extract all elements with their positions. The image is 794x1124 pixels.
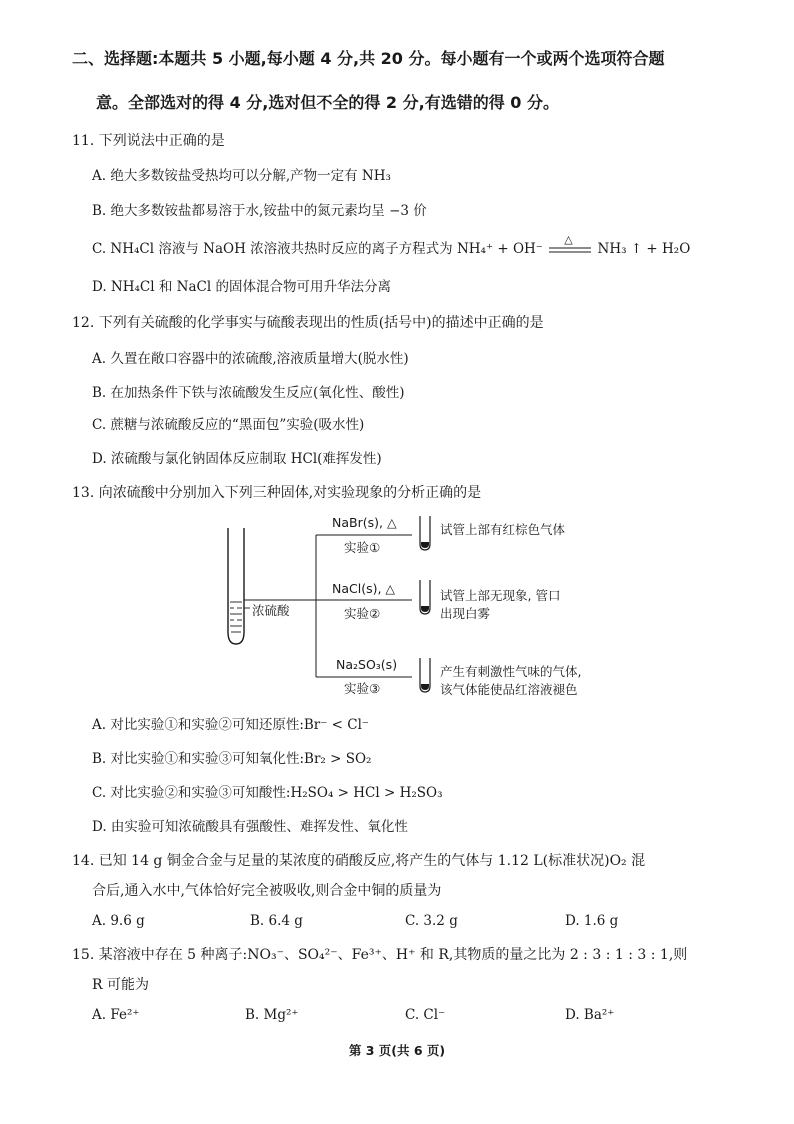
q11-option-c-reactants: C. NH₄Cl 溶液与 NaOH 浓溶液共热时反应的离子方程式为 NH₄⁺ + OH⁻ — [92, 241, 543, 257]
q11-heat-arrow — [547, 232, 593, 257]
q13-option-b: B. 对比实验①和实验③可知氧化性:Br₂ > SO₂ — [92, 751, 372, 767]
q11-option-c-products: NH₃ ↑ + H₂O — [597, 241, 691, 257]
exp1-reagent: NaBr(s), △ — [332, 515, 397, 530]
q14-option-c: C. 3.2 g — [405, 913, 458, 929]
q14-stem-line1: 14. 已知 14 g 铜金合金与足量的某浓度的硝酸反应,将产生的气体与 1.12 L(标准状况)O₂ 混 — [72, 853, 646, 869]
q11-option-d: D. NH₄Cl 和 NaCl 的固体混合物可用升华法分离 — [92, 279, 391, 295]
q13-option-c: C. 对比实验②和实验③可知酸性:H₂SO₄ > HCl > H₂SO₃ — [92, 785, 443, 801]
q13-stem: 13. 向浓硫酸中分别加入下列三种固体,对实验现象的分析正确的是 — [72, 485, 482, 501]
q13-option-a: A. 对比实验①和实验②可知还原性:Br⁻ < Cl⁻ — [92, 717, 370, 733]
tube-3-icon — [420, 658, 430, 692]
q11-option-c — [92, 232, 691, 258]
q11-option-b: B. 绝大多数铵盐都易溶于水,铵盐中的氮元素均呈 −3 价 — [92, 203, 427, 219]
exp1-name: 实验① — [344, 540, 381, 555]
q12-option-c: C. 蔗糖与浓硫酸反应的“黑面包”实验(吸水性) — [92, 417, 365, 433]
q14-option-a: A. 9.6 g — [92, 913, 145, 929]
q13-option-d: D. 由实验可知浓硫酸具有强酸性、难挥发性、氧化性 — [92, 819, 408, 835]
q13-experiment-diagram — [222, 510, 622, 705]
section-header-line2: 意。全部选对的得 4 分,选对但不全的得 2 分,有选错的得 0 分。 — [96, 93, 559, 112]
q11-heat-symbol: △ — [564, 232, 573, 246]
exp3-observation-line2: 该气体能使品红溶液褪色 — [440, 682, 578, 697]
q12-option-b: B. 在加热条件下铁与浓硫酸发生反应(氧化性、酸性) — [92, 385, 405, 401]
exp2-observation-line1: 试管上部无现象, 管口 — [440, 588, 561, 603]
q15-option-c: C. Cl⁻ — [405, 1007, 446, 1023]
page-footer: 第 3 页(共 6 页) — [348, 1043, 446, 1058]
exp2-reagent: NaCl(s), △ — [332, 581, 396, 596]
q15-option-b: B. Mg²⁺ — [245, 1007, 299, 1023]
exp3-reagent: Na₂SO₃(s) — [336, 657, 398, 672]
q14-option-b: B. 6.4 g — [250, 913, 303, 929]
exp3-name: 实验③ — [344, 681, 381, 696]
q11-option-a: A. 绝大多数铵盐受热均可以分解,产物一定有 NH₃ — [92, 168, 391, 184]
section-header-line1: 二、选择题:本题共 5 小题,每小题 4 分,共 20 分。每小题有一个或两个选项符合题 — [72, 49, 665, 68]
q12-option-d: D. 浓硫酸与氯化钠固体反应制取 HCl(难挥发性) — [92, 451, 382, 467]
q12-stem: 12. 下列有关硫酸的化学事实与硫酸表现出的性质(括号中)的描述中正确的是 — [72, 315, 544, 331]
tube-1-icon — [420, 516, 430, 550]
q15-stem-line1: 15. 某溶液中存在 5 种离子:NO₃⁻、SO₄²⁻、Fe³⁺、H⁺ 和 R,其物质的量之比为 2 : 3 : 1 : 3 : 1,则 — [72, 947, 688, 963]
q15-option-a: A. Fe²⁺ — [92, 1007, 140, 1023]
q11-stem: 11. 下列说法中正确的是 — [72, 133, 225, 149]
q14-option-d: D. 1.6 g — [565, 913, 619, 929]
tube-2-icon — [420, 580, 430, 614]
q14-stem-line2: 合后,通入水中,气体恰好完全被吸收,则合金中铜的质量为 — [92, 883, 442, 899]
exp1-observation: 试管上部有红棕色气体 — [440, 522, 566, 537]
acid-label: 浓硫酸 — [252, 603, 290, 618]
exp2-observation-line2: 出现白雾 — [440, 606, 491, 621]
acid-test-tube-icon — [228, 528, 250, 644]
q15-stem-line2: R 可能为 — [92, 977, 149, 993]
q12-option-a: A. 久置在敞口容器中的浓硫酸,溶液质量增大(脱水性) — [92, 351, 409, 367]
exp3-observation-line1: 产生有刺激性气味的气体, — [440, 664, 582, 679]
equals-arrow-icon — [547, 243, 593, 257]
exp2-name: 实验② — [344, 606, 381, 621]
q15-option-d: D. Ba²⁺ — [565, 1007, 615, 1023]
